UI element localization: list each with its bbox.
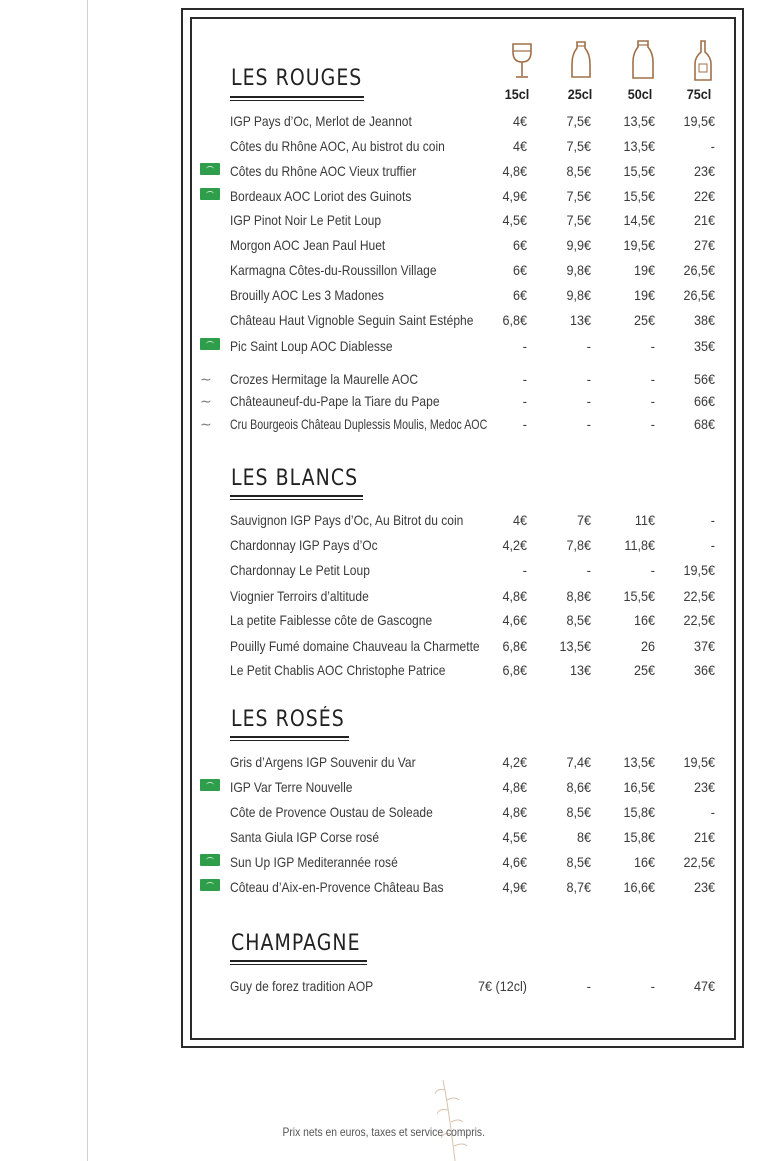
price-15cl: 4,2€ [502, 754, 527, 770]
wine-name: Gris d’Argens IGP Souvenir du Var [230, 754, 416, 770]
section-title-blancs: LES BLANCS [231, 466, 359, 491]
wine-name: Le Petit Chablis AOC Christophe Patrice [230, 662, 446, 678]
price-15cl: 4€ [512, 113, 527, 129]
wine-name: La petite Faiblesse côte de Gascogne [230, 612, 433, 628]
col-header-25cl: 25cl [567, 86, 593, 102]
wine-row [0, 371, 768, 393]
wine-row [0, 163, 768, 185]
wine-name: Sauvignon IGP Pays d’Oc, Au Bitrot du coin [230, 512, 464, 528]
price-15cl: 4,6€ [502, 612, 527, 628]
price-50cl: 26 [640, 638, 655, 654]
price-25cl: 8,5€ [566, 804, 591, 820]
price-50cl: 11,8€ [624, 537, 655, 553]
wine-row [0, 612, 768, 634]
col-header-75cl: 75cl [686, 86, 712, 102]
price-25cl: 9,8€ [566, 287, 591, 303]
bio-leaf-icon [200, 188, 220, 200]
price-15cl: 4,8€ [502, 779, 527, 795]
leaf-sprig-icon [425, 1080, 485, 1161]
price-25cl: - [586, 416, 591, 432]
price-25cl: 9,9€ [566, 237, 591, 253]
wine-row [0, 287, 768, 309]
wine-row [0, 537, 768, 559]
bio-leaf-icon [200, 879, 220, 891]
wine-row [0, 588, 768, 610]
price-25cl: 13,5€ [559, 638, 591, 654]
price-75cl: 47€ [693, 978, 715, 994]
price-25cl: 8,8€ [566, 588, 591, 604]
section-underline [230, 495, 363, 500]
wine-name: Château Haut Vignoble Seguin Saint Estéphe [230, 312, 474, 328]
bio-leaf-icon [200, 854, 220, 866]
price-25cl: 7,4€ [566, 754, 591, 770]
price-75cl: 26,5€ [683, 287, 715, 303]
price-50cl: - [650, 393, 655, 409]
price-25cl: 8,5€ [566, 612, 591, 628]
price-75cl: 68€ [693, 416, 715, 432]
price-50cl: 25€ [633, 312, 655, 328]
price-25cl: - [586, 393, 591, 409]
price-75cl: 22,5€ [683, 588, 715, 604]
bio-leaf-icon [200, 779, 220, 791]
price-15cl: 4,8€ [502, 163, 527, 179]
wine-row [0, 779, 768, 801]
price-75cl: 19,5€ [683, 562, 715, 578]
wine-row [0, 879, 768, 901]
price-15cl: - [522, 393, 527, 409]
price-50cl: 16,5€ [623, 779, 655, 795]
price-25cl: 13€ [569, 312, 591, 328]
wine-name: IGP Pinot Noir Le Petit Loup [230, 212, 382, 228]
carafe-25-icon [569, 40, 593, 80]
wine-row [0, 754, 768, 776]
wave-icon: ∼ [200, 393, 212, 409]
price-15cl: 7€ (12cl) [477, 978, 527, 994]
wine-name: Brouilly AOC Les 3 Madones [230, 287, 384, 303]
wine-name: Pic Saint Loup AOC Diablesse [230, 338, 393, 354]
price-75cl: 56€ [693, 371, 715, 387]
wine-row [0, 854, 768, 876]
price-50cl: 13,5€ [623, 754, 655, 770]
price-50cl: 14,5€ [623, 212, 655, 228]
price-15cl: 4€ [512, 138, 527, 154]
wine-name: Chardonnay Le Petit Loup [230, 562, 370, 578]
wine-name: Côtes du Rhône AOC Vieux truffier [230, 163, 417, 179]
section-underline [230, 960, 367, 965]
price-15cl: 4,6€ [502, 854, 527, 870]
price-25cl: 8€ [576, 829, 591, 845]
price-75cl: 36€ [693, 662, 715, 678]
price-15cl: 6€ [512, 237, 527, 253]
price-75cl: 22,5€ [683, 612, 715, 628]
price-25cl: 9,8€ [566, 262, 591, 278]
section-title-champagne: CHAMPAGNE [231, 931, 361, 956]
wine-name: Côte de Provence Oustau de Soleade [230, 804, 433, 820]
price-50cl: 15,5€ [623, 188, 655, 204]
price-15cl: - [522, 338, 527, 354]
price-15cl: 4,2€ [502, 537, 527, 553]
price-50cl: 15,8€ [623, 829, 655, 845]
price-15cl: - [522, 562, 527, 578]
wine-row [0, 338, 768, 360]
wine-row [0, 262, 768, 284]
price-15cl: 6,8€ [502, 638, 527, 654]
wine-row [0, 804, 768, 826]
price-50cl: 19€ [633, 262, 655, 278]
price-75cl: 23€ [693, 879, 715, 895]
price-75cl: 21€ [693, 212, 715, 228]
price-75cl: 27€ [693, 237, 715, 253]
wine-name: Viognier Terroirs d’altitude [230, 588, 369, 604]
wine-row [0, 312, 768, 334]
price-15cl: 6€ [512, 287, 527, 303]
price-15cl: 4€ [512, 512, 527, 528]
wine-row [0, 138, 768, 160]
wine-name: Bordeaux AOC Loriot des Guinots [230, 188, 412, 204]
price-25cl: - [586, 562, 591, 578]
bio-leaf-icon [200, 163, 220, 175]
price-50cl: 16,6€ [623, 879, 655, 895]
price-75cl: 22,5€ [683, 854, 715, 870]
col-header-50cl: 50cl [627, 86, 653, 102]
price-25cl: 13€ [569, 662, 591, 678]
price-75cl: - [710, 512, 715, 528]
wine-name: Guy de forez tradition AOP [230, 978, 374, 994]
price-50cl: 25€ [633, 662, 655, 678]
price-50cl: 13,5€ [623, 113, 655, 129]
wine-name: Karmagna Côtes-du-Roussillon Village [230, 262, 437, 278]
price-50cl: 16€ [633, 854, 655, 870]
wine-row [0, 393, 768, 415]
price-25cl: - [586, 978, 591, 994]
wine-name: Côtes du Rhône AOC, Au bistrot du coin [230, 138, 445, 154]
wine-name: Cru Bourgeois Château Duplessis Moulis, Medoc AOC [230, 416, 488, 432]
price-50cl: 15,5€ [623, 163, 655, 179]
wine-row [0, 978, 768, 1000]
price-75cl: 26,5€ [683, 262, 715, 278]
price-25cl: 7,8€ [566, 537, 591, 553]
price-75cl: 19,5€ [683, 113, 715, 129]
price-15cl: 4,8€ [502, 588, 527, 604]
wine-row [0, 237, 768, 259]
wine-row [0, 512, 768, 534]
price-75cl: 35€ [693, 338, 715, 354]
wine-name: IGP Var Terre Nouvelle [230, 779, 353, 795]
section-title-roses: LES ROSÉS [231, 707, 345, 732]
wine-name: Pouilly Fumé domaine Chauveau la Charmette [230, 638, 480, 654]
price-50cl: 11€ [634, 512, 655, 528]
wine-glass-icon [510, 40, 534, 80]
bio-leaf-icon [200, 338, 220, 350]
section-title-rouges: LES ROUGES [231, 66, 363, 91]
price-75cl: 23€ [693, 779, 715, 795]
price-25cl: 8,5€ [566, 163, 591, 179]
wine-name: Santa Giula IGP Corse rosé [230, 829, 380, 845]
price-15cl: 4,9€ [502, 879, 527, 895]
price-25cl: - [586, 338, 591, 354]
price-15cl: 6€ [512, 262, 527, 278]
price-50cl: - [650, 978, 655, 994]
price-75cl: - [710, 804, 715, 820]
wine-name: Morgon AOC Jean Paul Huet [230, 237, 386, 253]
price-75cl: - [710, 138, 715, 154]
wine-row [0, 829, 768, 851]
price-50cl: - [650, 371, 655, 387]
price-15cl: 4,8€ [502, 804, 527, 820]
wine-name: Crozes Hermitage la Maurelle AOC [230, 371, 419, 387]
wine-row [0, 188, 768, 210]
price-15cl: 4,5€ [502, 212, 527, 228]
price-25cl: 7,5€ [566, 212, 591, 228]
price-50cl: 13,5€ [623, 138, 655, 154]
price-50cl: 16€ [633, 612, 655, 628]
wine-row [0, 113, 768, 135]
price-25cl: 8,7€ [566, 879, 591, 895]
price-15cl: - [522, 416, 527, 432]
price-75cl: 19,5€ [683, 754, 715, 770]
footer-note: Prix nets en euros, taxes et service compris. [282, 1125, 486, 1139]
wine-name: Côteau d’Aix-en-Provence Château Bas [230, 879, 444, 895]
price-75cl: 66€ [693, 393, 715, 409]
price-25cl: 7,5€ [566, 113, 591, 129]
price-75cl: 38€ [693, 312, 715, 328]
wave-icon: ∼ [200, 416, 212, 432]
price-75cl: 37€ [693, 638, 715, 654]
carafe-50-icon [631, 40, 655, 80]
price-15cl: 4,5€ [502, 829, 527, 845]
wine-row [0, 212, 768, 234]
price-50cl: 19,5€ [623, 237, 655, 253]
wine-row [0, 638, 768, 660]
price-50cl: 19€ [633, 287, 655, 303]
price-75cl: 23€ [693, 163, 715, 179]
price-50cl: - [650, 338, 655, 354]
price-25cl: 8,6€ [566, 779, 591, 795]
section-underline [230, 736, 349, 741]
wine-name: Chardonnay IGP Pays d’Oc [230, 537, 378, 553]
price-25cl: 7,5€ [566, 188, 591, 204]
col-header-15cl: 15cl [504, 86, 530, 102]
price-50cl: - [650, 416, 655, 432]
wine-name: Châteauneuf-du-Pape la Tiare du Pape [230, 393, 440, 409]
section-underline [230, 96, 364, 101]
wave-icon: ∼ [200, 371, 212, 387]
price-15cl: 6,8€ [502, 662, 527, 678]
price-15cl: 6,8€ [502, 312, 527, 328]
wine-name: IGP Pays d’Oc, Merlot de Jeannot [230, 113, 412, 129]
wine-row [0, 416, 768, 438]
wine-row [0, 662, 768, 684]
price-50cl: 15,8€ [623, 804, 655, 820]
price-75cl: 21€ [693, 829, 715, 845]
price-50cl: - [650, 562, 655, 578]
bottle-icon [691, 40, 715, 82]
price-15cl: - [522, 371, 527, 387]
price-25cl: 7,5€ [566, 138, 591, 154]
wine-name: Sun Up IGP Mediterannée rosé [230, 854, 398, 870]
price-50cl: 15,5€ [623, 588, 655, 604]
price-25cl: 7€ [576, 512, 591, 528]
price-75cl: 22€ [693, 188, 715, 204]
price-75cl: - [710, 537, 715, 553]
price-25cl: 8,5€ [566, 854, 591, 870]
wine-row [0, 562, 768, 584]
price-25cl: - [586, 371, 591, 387]
price-15cl: 4,9€ [502, 188, 527, 204]
